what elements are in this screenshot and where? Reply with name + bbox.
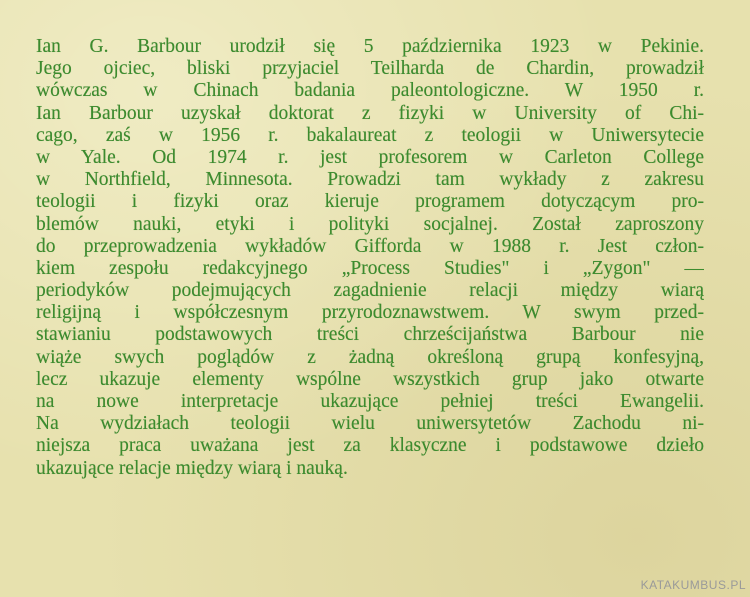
text-line: Ian G. Barbour urodził się 5 października 1923 w Pekinie. [36, 36, 704, 57]
text-line: periodyków podejmujących zagadnienie relacji między wiarą [36, 280, 704, 302]
text-line: religijną i współczesnym przyrodoznawstwem. W swym przed- [36, 302, 704, 324]
text-line: blemów nauki, etyki i polityki socjalnej. Został zaproszony [36, 213, 704, 235]
text-line: Ian Barbour uzyskał doktorat z fizyki w University of Chi- [36, 102, 704, 124]
text-line: lecz ukazuje elementy wspólne wszystkich grup jako otwarte [36, 368, 704, 390]
text-line: wiąże swych poglądów z żadną określoną grupą konfesyjną, [36, 346, 704, 368]
text-line: na nowe interpretacje ukazujące pełniej treści Ewangelii. [36, 391, 704, 412]
text-line: w Northfield, Minnesota. Prowadzi tam wykłady z zakresu [36, 169, 704, 191]
text-line: do przeprowadzenia wykładów Gifforda w 1988 r. Jest człon- [36, 235, 704, 257]
text-line: wówczas w Chinach badania paleontologiczne. W 1950 r. [36, 80, 704, 102]
text-line: niejsza praca uważana jest za klasyczne i podstawowe dzieło [36, 435, 704, 457]
text-line: teologii i fizyki oraz kieruje programem dotyczącym pro- [36, 191, 704, 213]
text-line: cago, zaś w 1956 r. bakalaureat z teologii w Uniwersytecie [36, 124, 704, 146]
text-line: Na wydziałach teologii wielu uniwersytetów Zachodu ni- [36, 413, 704, 435]
watermark: KATAKUMBUS.PL [640, 578, 746, 592]
text-line: ukazujące relacje między wiarą i nauką. [36, 457, 348, 479]
text-line: w Yale. Od 1974 r. jest profesorem w Carleton College [36, 146, 704, 168]
author-bio-text [36, 36, 704, 480]
text-line: stawianiu podstawowych treści chrześcijaństwa Barbour nie [36, 324, 704, 346]
text-line: kiem zespołu redakcyjnego „Process Studies" i „Zygon" — [36, 257, 704, 279]
text-line: Jego ojciec, bliski przyjaciel Teilharda de Chardin, prowadził [36, 58, 704, 80]
